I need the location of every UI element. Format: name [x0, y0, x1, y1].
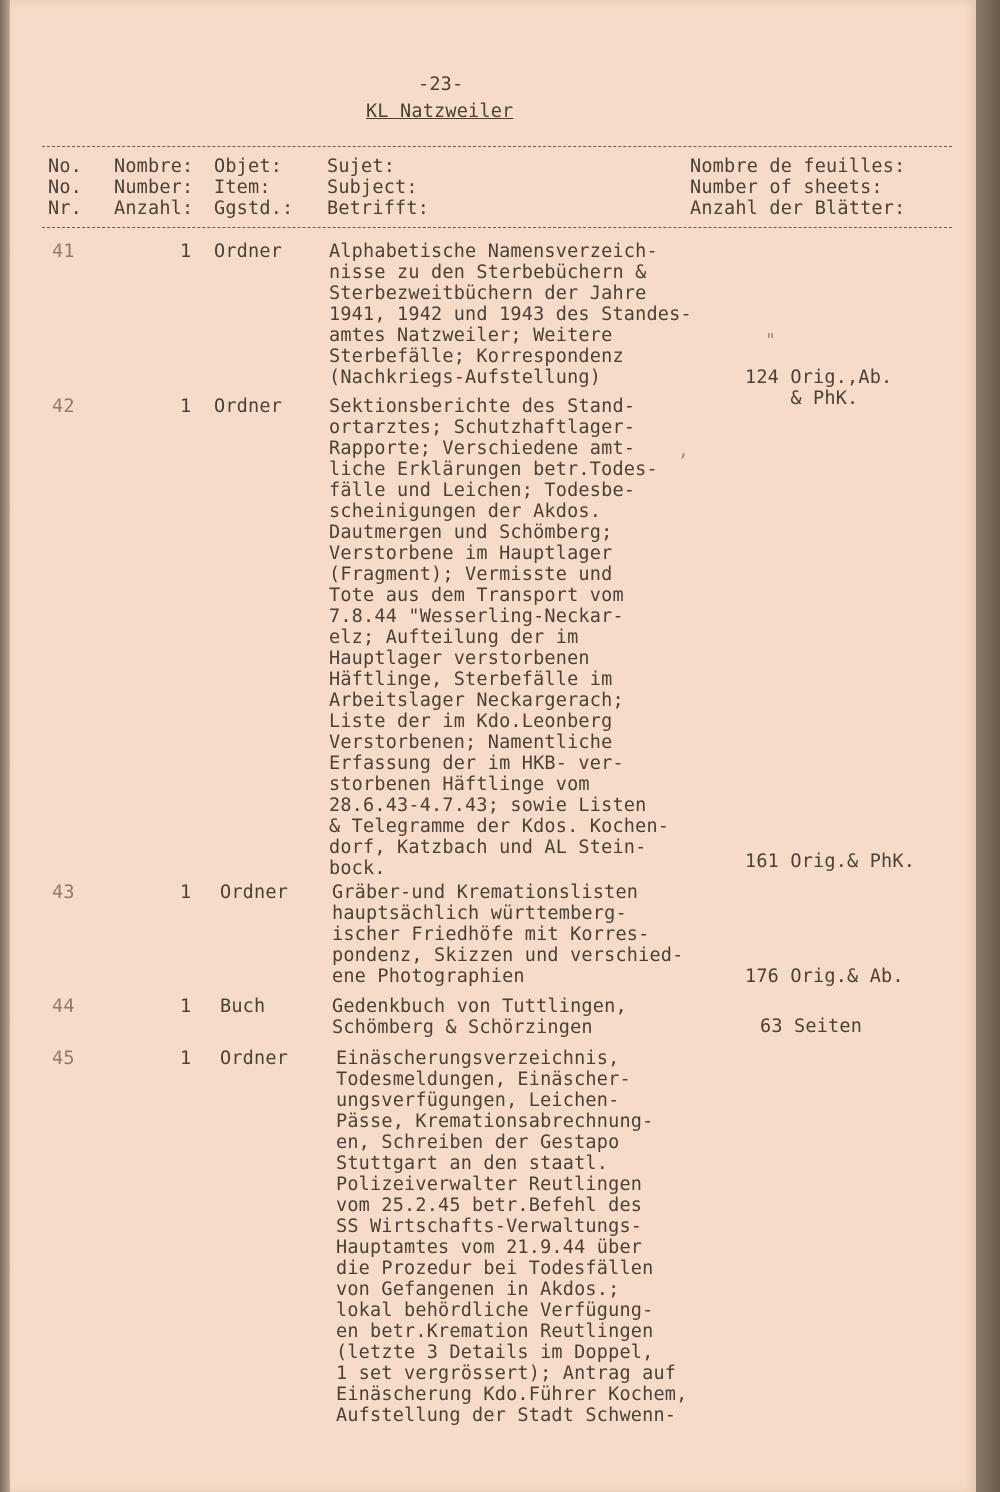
entry-object: Buch: [220, 996, 266, 1017]
page-right-edge: [976, 0, 1000, 1492]
entry-object: Ordner: [220, 1048, 289, 1069]
entry-object: Ordner: [220, 882, 289, 903]
entry-number: 44: [52, 996, 75, 1017]
entry-number: 42: [52, 396, 75, 417]
entry-subject: Einäscherungsverzeichnis, Todesmeldungen, Einäscher- ungsverfügungen, Leichen- Pässe, Kremationsabrechnung- en, Schreiben der Gestapo Stuttgart an den staatl. Polizeiverwalter Reutlingen vom 25.2.45 betr.Befehl des SS Wirtschafts-Verwaltungs- Hauptamtes vom 21.9.44 über die Prozedur bei Todesfällen von Gefangenen in Akdos.; lokal behördliche Verfügung- en betr.Kremation Reutlingen (letzte 3 Details im Doppel, 1 set vergrössert); Antrag auf Einäscherung Kdo.Führer Kochem, Aufstellung der Stadt Schwenn-: [336, 1048, 688, 1426]
entry-subject: Gräber-und Kremationslisten hauptsächlich württemberg- ischer Friedhöfe mit Korres- pondenz, Skizzen und verschied- ene Photographien: [332, 882, 684, 987]
entry-count: 1: [180, 396, 192, 417]
pencil-mark: ,: [678, 440, 689, 461]
ditto-mark: ": [765, 330, 776, 351]
header-no: No. No. Nr.: [48, 156, 83, 219]
entry-count: 1: [180, 996, 192, 1017]
archive-title: KL Natzweiler: [366, 101, 514, 122]
entry-number: 41: [52, 241, 75, 262]
header-count: Nombre: Number: Anzahl:: [114, 156, 194, 219]
entry-number: 45: [52, 1048, 75, 1069]
header-top-rule: [42, 146, 952, 147]
entry-subject: Alphabetische Namensverzeich- nisse zu den Sterbebüchern & Sterbezweitbüchern der Jahre 1941, 1942 und 1943 des Standes- amtes Natzweiler; Weitere Sterbefälle; Korrespondenz (Nachkriegs-Aufstellung): [329, 241, 692, 388]
header-sheets: Nombre de feuilles: Number of sheets: Anzahl der Blätter:: [690, 156, 906, 219]
entry-count: 1: [180, 241, 192, 262]
entry-object: Ordner: [214, 241, 283, 262]
entry-subject: Sektionsberichte des Stand- ortarztes; Schutzhaftlager- Rapporte; Verschiedene amt- liche Erklärungen betr.Todes- fälle und Leichen; Todesbe- scheinigungen der Akdos. Dautmergen und Schömberg; Verstorbene im Hauptlager (Fragment); Vermisste und Tote aus dem Transport vom 7.8.44 "Wesserling-Neckar- elz; Aufteilung der im Hauptlager verstorbenen Häftlinge, Sterbefälle im Arbeitslager Neckargerach; Liste der im Kdo.Leonberg Verstorbenen; Namentliche Erfassung der im HKB- ver- storbenen Häftlinge vom 28.6.43-4.7.43; sowie Listen & Telegramme der Kdos. Kochen- dorf, Katzbach und AL Stein- bock.: [329, 396, 670, 879]
header-object: Objet: Item: Ggstd.:: [214, 156, 294, 219]
entry-sheets: 176 Orig.& Ab.: [745, 966, 904, 987]
entry-object: Ordner: [214, 396, 283, 417]
entry-sheets: 63 Seiten: [760, 1016, 863, 1037]
header-subject: Sujet: Subject: Betrifft:: [327, 156, 430, 219]
entry-sheets: 161 Orig.& PhK.: [745, 851, 916, 872]
entry-subject: Gedenkbuch von Tuttlingen, Schömberg & Schörzingen: [332, 996, 627, 1038]
entry-sheets: 124 Orig.,Ab. & PhK.: [745, 367, 893, 409]
page-number: -23-: [418, 74, 464, 95]
entry-count: 1: [180, 882, 192, 903]
entry-count: 1: [180, 1048, 192, 1069]
header-bottom-rule: [42, 227, 952, 228]
entry-number: 43: [52, 882, 75, 903]
